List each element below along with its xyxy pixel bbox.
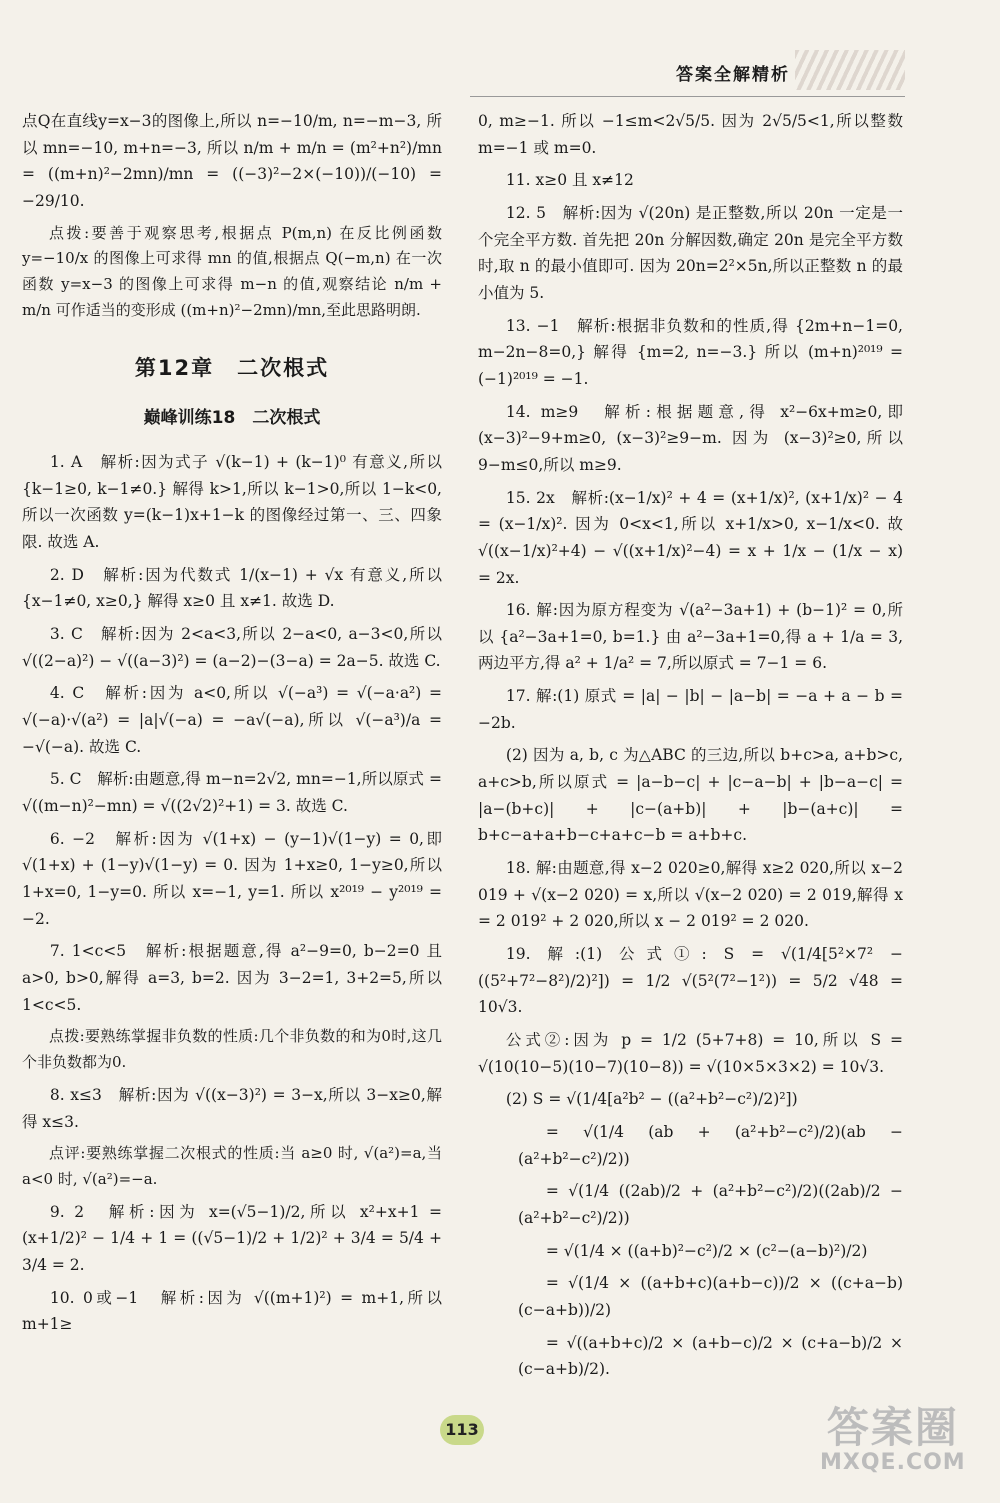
- answer-item: 14. m≥9 解析:根据题意,得 x²−6x+m≥0,即 (x−3)²−9+m≥0, (x−3)²≥9−m. 因为 (x−3)²≥0,所以 9−m≤0,所以 m≥9.: [478, 402, 903, 474]
- tip-item: 点拨:要熟练掌握非负数的性质:几个非负数的和为0时,这几个非负数都为0.: [22, 1027, 442, 1072]
- left-intro: 点Q在直线y=x−3的图像上,所以 n=−10/m, n=−m−3, 所以 mn=−10, m+n=−3, 所以 n/m + m/n = (m²+n²)/mn = ((m+n)²−2mn)/mn = ((−3)²−2×(−10))/(−10) = −29/10.: [22, 112, 442, 210]
- answer-item: 16. 解:因为原方程变为 √(a²−3a+1) + (b−1)² = 0,所以 {a²−3a+1=0, b=1.} 由 a²−3a+1=0,得 a + 1/a = 3,两边平方,得 a² + 1/a² = 7,所以原式 = 7−1 = 6.: [478, 601, 903, 673]
- answer-item: 3. C 解析:因为 2<a<3,所以 2−a<0, a−3<0,所以 √((2−a)²) − √((a−3)²) = (a−2)−(3−a) = 2a−5. 故选 C.: [22, 625, 442, 670]
- answer-item: 17. 解:(1) 原式 = |a| − |b| − |a−b| = −a + a − b = −2b.: [478, 687, 903, 732]
- answer-item: 0, m≥−1. 所以 −1≤m<2√5/5. 因为 2√5/5<1,所以整数 m=−1 或 m=0.: [478, 112, 903, 157]
- left-column: [22, 108, 442, 1344]
- derivation-line: = √(1/4 × ((a+b+c)(a+b−c))/2 × ((c+a−b)(c−a+b))/2): [518, 1274, 903, 1319]
- intro-tip: 点拨:要善于观察思考,根据点 P(m,n) 在反比例函数 y=−10/x 的图像上可求得 mn 的值,根据点 Q(−m,n) 在一次函数 y=x−3 的图像上可求得 m−n 的值,观察结论 n/m + m/n 可作适当的变形成 ((m+n)²−2mn)/mn,至此思路明朗.: [22, 223, 442, 320]
- answer-item: 7. 1<c<5 解析:根据题意,得 a²−9=0, b−2=0 且 a>0, b>0,解得 a=3, b=2. 因为 3−2=1, 3+2=5,所以 1<c<5.: [22, 942, 442, 1014]
- answer-item: 18. 解:由题意,得 x−2 020≥0,解得 x≥2 020,所以 x−2 019 + √(x−2 020) = x,所以 √(x−2 020) = 2 019,解得 x = 2 019² + 2 020,所以 x − 2 019² = 2 020.: [478, 859, 903, 931]
- section-title: 巅峰训练18 二次根式: [143, 407, 321, 428]
- answer-item: 15. 2x 解析:(x−1/x)² + 4 = (x+1/x)², (x+1/x)² − 4 = (x−1/x)². 因为 0<x<1,所以 x+1/x>0, x−1/x<0. 故 √((x−1/x)²+4) − √((x+1/x)²−4) = x + 1/x − (1/x − x) = 2x.: [478, 488, 903, 587]
- derivation-line: = √((a+b+c)/2 × (a+b−c)/2 × (c+a−b)/2 × (c−a+b)/2).: [518, 1333, 903, 1379]
- answer-item: 9. 2 解析:因为 x=(√5−1)/2,所以 x²+x+1 = (x+1/2)² − 1/4 + 1 = ((√5−1)/2 + 1/2)² + 3/4 = 5/4 + 3/4 = 2.: [22, 1202, 442, 1275]
- derivation-line: = √(1/4 ((2ab)/2 + (a²+b²−c²)/2)((2ab)/2 − (a²+b²−c²)/2)): [518, 1182, 903, 1227]
- answer-item: 19. 解:(1) 公式①: S = √(1/4[5²×7² − ((5²+7²−8²)/2)²]) = 1/2 √(5²(7²−1²)) = 5/2 √48 = 10√3.: [478, 945, 903, 1017]
- header-rule: [470, 96, 905, 97]
- answer-item: 8. x≤3 解析:因为 √((x−3)²) = 3−x,所以 3−x≥0,解得 x≤3.: [22, 1085, 442, 1131]
- header-decoration: [795, 50, 905, 90]
- answer-item: 10. 0或−1 解析:因为 √((m+1)²) = m+1,所以 m+1≥: [22, 1288, 442, 1334]
- derivation-line: (2) S = √(1/4[a²b² − ((a²+b²−c²)/2)²]): [505, 1090, 798, 1109]
- answer-item: 4. C 解析:因为 a<0,所以 √(−a³) = √(−a·a²) = √(−a)·√(a²) = |a|√(−a) = −a√(−a),所以 √(−a³)/a = −√(−a). 故选 C.: [22, 684, 442, 756]
- derivation-line: = √(1/4 (ab + (a²+b²−c²)/2)(ab − (a²+b²−c²)/2)): [518, 1122, 903, 1168]
- header-title: 答案全解精析: [676, 65, 790, 85]
- answer-item: 6. −2 解析:因为 √(1+x) − (y−1)√(1−y) = 0,即 √(1+x) + (1−y)√(1−y) = 0. 因为 1+x≥0, 1−y≥0,所以 1+x=0, 1−y=0. 所以 x=−1, y=1. 所以 x²⁰¹⁹ − y²⁰¹⁹ = −2.: [22, 829, 442, 928]
- page-number: 113: [440, 1415, 484, 1445]
- watermark-logo-text: 答案圈: [826, 1403, 959, 1452]
- derivation-line: = √(1/4 × ((a+b)²−c²)/2 × (c²−(a−b)²)/2): [545, 1241, 868, 1260]
- answer-item: 公式②:因为 p = 1/2 (5+7+8) = 10,所以 S = √(10(10−5)(10−7)(10−8)) = √(10×5×3×2) = 10√3.: [478, 1031, 903, 1076]
- right-column: [478, 108, 903, 1389]
- watermark: [820, 1405, 966, 1475]
- chapter-title: 第12章 二次根式: [134, 355, 330, 380]
- answer-item: (2) 因为 a, b, c 为△ABC 的三边,所以 b+c>a, a+b>c, a+c>b,所以原式 = |a−b−c| + |c−a−b| + |b−a−c| = |a−(b+c)| + |c−(a+b)| + |b−(a+c)| = b+c−a+a+b−c+a+c−b = a+b+c.: [478, 746, 903, 845]
- answer-item: 2. D 解析:因为代数式 1/(x−1) + √x 有意义,所以 {x−1≠0, x≥0,} 解得 x≥0 且 x≠1. 故选 D.: [22, 565, 442, 611]
- answer-item: 5. C 解析:由题意,得 m−n=2√2, mn=−1,所以原式 = √((m−n)²−mn) = √((2√2)²+1) = 3. 故选 C.: [22, 770, 442, 816]
- answer-item: 13. −1 解析:根据非负数和的性质,得 {2m+n−1=0, m−2n−8=0,} 解得 {m=2, n=−3.} 所以 (m+n)²⁰¹⁹ = (−1)²⁰¹⁹ = −1.: [478, 316, 903, 388]
- tip-item: 点评:要熟练掌握二次根式的性质:当 a≥0 时, √(a²)=a,当 a<0 时, √(a²)=−a.: [22, 1144, 442, 1188]
- answer-item: 1. A 解析:因为式子 √(k−1) + (k−1)⁰ 有意义,所以 {k−1≥0, k−1≠0.} 解得 k>1,所以 k−1>0,所以 1−k<0,所以一次函数 y=(k−1)x+1−k 的图像经过第一、三、四象限. 故选 A.: [22, 453, 442, 552]
- watermark-url: MXQE.COM: [820, 1450, 966, 1476]
- answer-item: 12. 5 解析:因为 √(20n) 是正整数,所以 20n 一定是一个完全平方数. 首先把 20n 分解因数,确定 20n 是完全平方数时,取 n 的最小值即可. 因为 20n=2²×5n,所以正整数 n 的最小值为 5.: [478, 203, 903, 302]
- answer-item: 11. x≥0 且 x≠12: [505, 171, 634, 190]
